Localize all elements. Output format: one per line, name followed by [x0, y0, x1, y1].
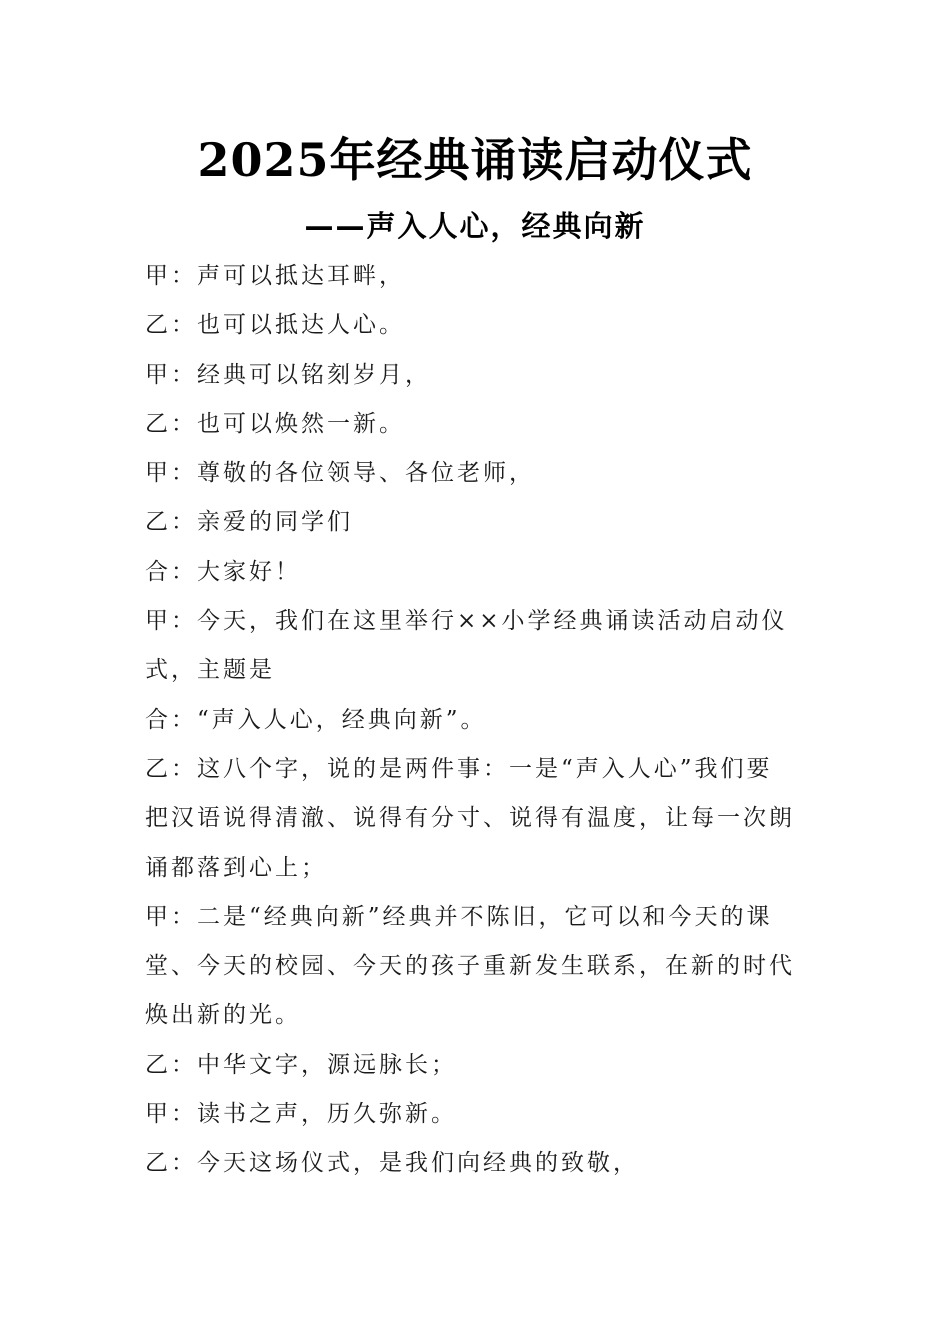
script-line: 甲：经典可以铭刻岁月，: [145, 361, 431, 388]
script-line: 甲：今天，我们在这里举行××小学经典诵读活动启动仪: [145, 608, 788, 635]
script-line: 乙：也可以抵达人心。: [145, 312, 405, 339]
script-line: 甲：声可以抵达耳畔，: [145, 263, 405, 289]
script-line: 甲：尊敬的各位领导、各位老师，: [145, 460, 535, 487]
script-line: 乙：这八个字，说的是两件事：一是“声入人心”我们要: [145, 755, 773, 782]
script-line: 合：“声入人心，经典向新”。: [145, 706, 487, 733]
script-line: 合：大家好！: [145, 558, 301, 585]
document-subtitle: ——声入人心，经典向新: [304, 209, 646, 243]
script-line: 诵都落到心上；: [145, 854, 327, 881]
script-line: 把汉语说得清澈、说得有分寸、说得有温度，让每一次朗: [145, 805, 795, 832]
script-line: 乙：中华文字，源远脉长；: [145, 1051, 457, 1078]
script-line: 乙：亲爱的同学们: [145, 509, 353, 536]
document-title: 2025年经典诵读启动仪式: [197, 133, 753, 187]
script-line: 乙：也可以焕然一新。: [145, 410, 405, 437]
script-line: 甲：读书之声，历久弥新。: [145, 1101, 457, 1128]
script-line: 焕出新的光。: [145, 1002, 301, 1029]
script-body: [145, 252, 810, 1189]
script-line: 式，主题是: [145, 657, 275, 684]
script-line: 乙：今天这场仪式，是我们向经典的致敬，: [145, 1150, 639, 1177]
script-line: 甲：二是“经典向新”经典并不陈旧，它可以和今天的课: [145, 903, 773, 930]
script-line: 堂、今天的校园、今天的孩子重新发生联系，在新的时代: [145, 953, 795, 980]
